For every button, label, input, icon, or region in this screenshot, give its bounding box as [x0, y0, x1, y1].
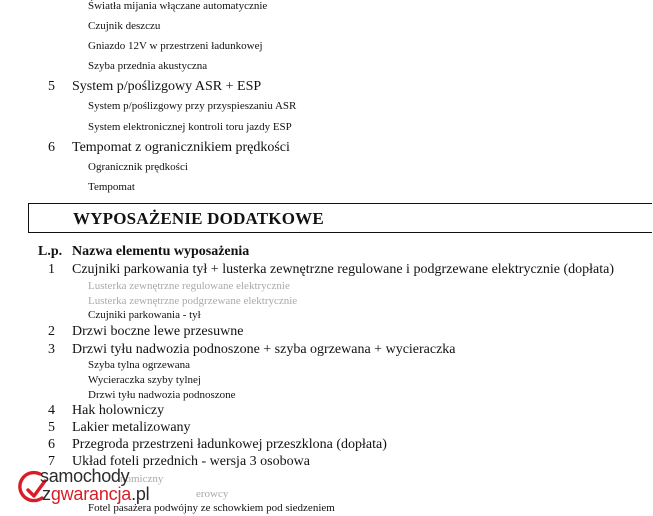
item-subline: nomiczny: [120, 473, 164, 485]
logo-suffix: .pl: [131, 484, 150, 504]
item-subline: Tempomat: [88, 181, 135, 193]
item-title: Tempomat z ogranicznikiem prędkości: [72, 140, 290, 155]
item-title: Lakier metalizowany: [72, 420, 191, 435]
item-title: Hak holowniczy: [72, 403, 165, 418]
item-subline: System elektronicznej kontroli toru jazdy ESP: [88, 121, 292, 133]
item-subline: Fotel pasażera podwójny ze schowkiem pod siedzeniem: [88, 502, 335, 514]
item-number: 6: [48, 437, 55, 452]
item-subline: Lusterka zewnętrzne podgrzewane elektrycznie: [88, 295, 298, 307]
item-subline: System p/poślizgowy przy przyspieszaniu ASR: [88, 100, 297, 112]
logo-accent: gwarancja: [50, 484, 132, 504]
section-title: WYPOSAŻENIE DODATKOWE: [73, 209, 324, 228]
item-number: 4: [48, 403, 55, 418]
item-title: Drzwi tyłu nadwozia podnoszone + szyba ogrzewana + wycieraczka: [72, 342, 456, 357]
logo-line-2: [42, 484, 149, 505]
item-title: Drzwi boczne lewe przesuwne: [72, 324, 244, 339]
item-number: 7: [48, 454, 55, 469]
top-item: Szyba przednia akustyczna: [88, 60, 208, 72]
item-number: 6: [48, 140, 55, 155]
item-title: Czujniki parkowania tył + lusterka zewnętrzne regulowane i podgrzewane elektrycznie (dopłata): [72, 262, 615, 277]
top-item: Światła mijania włączane automatycznie: [88, 0, 268, 12]
top-item: Gniazdo 12V w przestrzeni ładunkowej: [88, 40, 263, 52]
logo-prefix: z: [42, 484, 51, 504]
section-header-box: [28, 203, 652, 233]
column-header-name: Nazwa elementu wyposażenia: [72, 244, 250, 259]
item-subline: Wycieraczka szyby tylnej: [88, 374, 201, 386]
item-subline: Czujniki parkowania - tył: [88, 309, 201, 321]
top-item: Czujnik deszczu: [88, 20, 161, 32]
item-title: Przegroda przestrzeni ładunkowej przeszklona (dopłata): [72, 437, 387, 452]
item-number: 5: [48, 79, 55, 94]
item-number: 1: [48, 262, 55, 277]
item-number: 5: [48, 420, 55, 435]
item-number: 3: [48, 342, 55, 357]
logo-line-1: samochody: [40, 466, 130, 486]
item-subline: Szyba tylna ogrzewana: [88, 359, 191, 371]
watermark-logo: [18, 466, 178, 516]
item-title: System p/poślizgowy ASR + ESP: [72, 79, 262, 94]
item-number: 2: [48, 324, 55, 339]
item-subline: Drzwi tyłu nadwozia podnoszone: [88, 389, 236, 401]
item-subline: erowcy: [196, 488, 229, 500]
column-header-lp: L.p.: [38, 244, 63, 259]
item-title: Układ foteli przednich - wersja 3 osobowa: [72, 454, 310, 469]
item-subline: Lusterka zewnętrzne regulowane elektrycznie: [88, 280, 290, 292]
item-subline: Ogranicznik prędkości: [88, 161, 188, 173]
